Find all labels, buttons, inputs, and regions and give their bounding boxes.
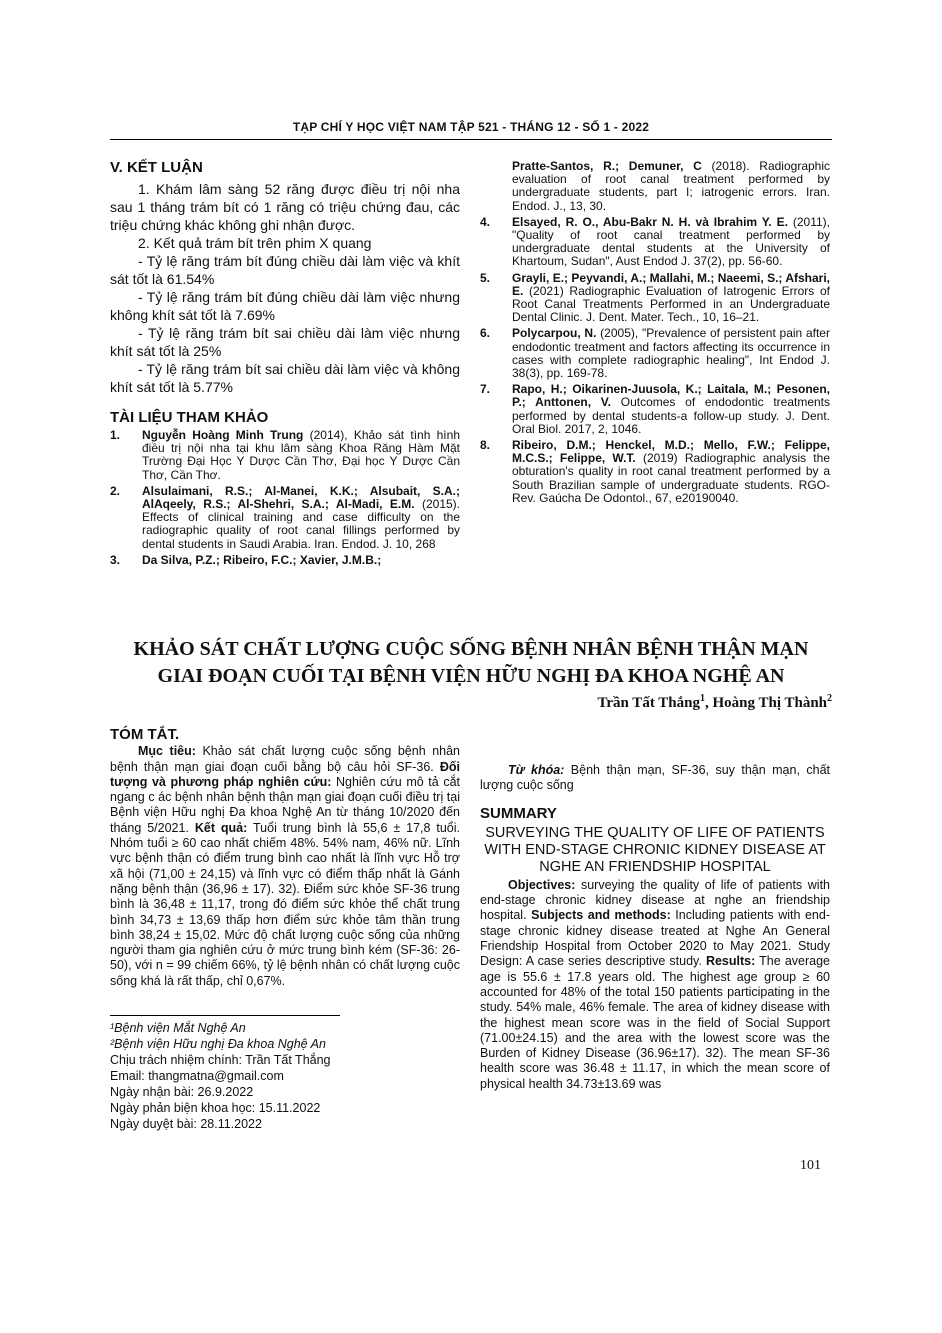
email: Email: thangmatna@gmail.com: [110, 1069, 284, 1083]
author-line: Trần Tất Thắng$^1$, Hoàng Thị Thành$^2$: [597, 693, 832, 711]
reference-item: 6. Polycarpou, N. (2005), "Prevalence of persistent pain after endodontic treatment and factors affecting its occurrence in cases with complete radiographic healing", Int Endod J. 38(3), pp. 169-78.: [480, 326, 830, 381]
conclusion-paragraph: - Tỷ lệ răng trám bít đúng chiều dài làm việc và khít sát tốt là 61.54%: [110, 252, 460, 287]
reference-item: 2. Alsulaimani, R.S.; Al-Manei, K.K.; Alsubait, S.A.; AlAqeely, R.S.; Al-Shehri, S.A.; Al-Madi, E.M. (2015). Effects of clinical training and case difficulty on the radiographic quality of root canal fillings performed by dental students in Saudi Arabia. Iran. Endod. J. 10, 268: [110, 483, 460, 551]
summary-body: Objectives: surveying the quality of life of patients with end-stage chronic kidney disease at nghe an friendship hospital. Subjects and methods: Including patients with end-stage chronic kidney disease treated at Nghe An General Friendship Hospital from October 2020 to May 2021. Study Design: A case series descriptive study. Results: The average age is 55.6 ± 17.8 years old. The highest age group ≥ 60 accounted for 48% of the total 150 patients participating in the study. 54% male, 46% female. The area of kidney disease with the highest mean score was in the field of Social Support (71.00±24.15) and the area with the lowest score was the Burden of Kidney Disease (36.96±17). 32). The mean SF-36 health score was 36.48 ± 11.17, in which the mean score of physical health 34.73±13.69 was: [480, 877, 830, 1091]
affiliation-note: ¹Bệnh viện Mắt Nghệ An: [110, 1021, 246, 1035]
header-rule: [110, 139, 832, 140]
keywords: Từ khóa: Bệnh thận mạn, SF-36, suy thận mạn, chất lượng cuộc sống: [480, 763, 830, 793]
conclusion-paragraph: 2. Kết quả trám bít trên phim X quang: [138, 234, 372, 251]
article-title: KHẢO SÁT CHẤT LƯỢNG CUỘC SỐNG BỆNH NHÂN BỆNH THẬN MẠN GIAI ĐOẠN CUỐI TẠI BỆNH VIỆN HỮU NGHỊ ĐA KHOA NGHỆ AN: [133, 638, 809, 687]
conclusion-paragraph: - Tỷ lệ răng trám bít đúng chiều dài làm việc nhưng không khít sát tốt là 7.69%: [110, 288, 460, 323]
reference-item: 1. Nguyễn Hoàng Minh Trung (2014), Khảo sát tình hình điều trị nội nha tại khu lâm sàng Khoa Răng Hàm Mặt Trường Đại Học Y Dược Cần Thơ, Đại học Y Dược Cần Thơ, Cần Thơ.: [110, 428, 460, 482]
reference-list-continued: [480, 160, 830, 505]
reference-item: 8. Ribeiro, D.M.; Henckel, M.D.; Mello, F.W.; Felippe, M.C.S.; Felippe, W.T. (2019) Radiographic analysis the obturation's quality in root canal treatment performed by a South Brazilian sample of undergraduate students. RGO-Rev. Gaúcha De Odontol., 67, e20190040.: [480, 438, 830, 505]
conclusion-paragraph: - Tỷ lệ răng trám bít sai chiều dài làm việc và không khít sát tốt là 5.77%: [110, 360, 460, 395]
reference-item: 4. Elsayed, R. O., Abu-Bakr N. H. và Ibrahim Y. E. (2011), "Quality of root canal treatment performed by undergraduate dental students at the University of Khartoum, Sudan", Aust Endod J. 37(2), pp. 56-60.: [480, 214, 830, 269]
affiliation-note: ²Bệnh viện Hữu nghị Đa khoa Nghệ An: [110, 1037, 326, 1051]
author-name: Trần Tất Thắng: [597, 695, 700, 711]
top-left-column: [110, 160, 460, 570]
conclusion-heading: V. KẾT LUẬN: [110, 159, 203, 176]
summary-heading: SUMMARY: [480, 804, 557, 822]
footnote-rule: [110, 1015, 340, 1016]
accepted-date: Ngày duyệt bài: 28.11.2022: [110, 1117, 262, 1131]
review-date: Ngày phản biện khoa học: 15.11.2022: [110, 1101, 321, 1115]
abstract-heading: TÓM TẮT.: [110, 726, 180, 743]
footnotes: [110, 1020, 450, 1132]
corresponding-author: Chịu trách nhiệm chính: Trần Tất Thắng: [110, 1053, 331, 1067]
reference-item: 7. Rapo, H.; Oikarinen-Juusola, K.; Laitala, M.; Pesonen, P.; Anttonen, V. Outcomes of endodontic treatments performed by dental students-a follow-up study. J. Dent. Oral Biol. 2017, 2, 1046.: [480, 382, 831, 436]
page-number: 101: [800, 1158, 821, 1173]
reference-item: 5. Grayli, E.; Peyvandi, A.; Mallahi, M.; Naeemi, S.; Afshari, E. (2021) Radiographic Evaluation of Iatrogenic Errors of Root Canal Treatments Performed in an Undergraduate Dental Clinic. J. Dent. Mater. Tech., 10, 16–21.: [480, 270, 830, 325]
conclusion-paragraph: 1. Khám lâm sàng 52 răng được điều trị nội nha sau 1 tháng trám bít có 1 răng có triệu chứng đau, các triệu chứng khác không ghi nhận được.: [110, 180, 460, 233]
conclusion-paragraph: - Tỷ lệ răng trám bít sai chiều dài làm việc nhưng khít sát tốt là 25%: [110, 324, 460, 359]
reference-item-continued: Pratte-Santos, R.; Demuner, C (2018). Radiographic evaluation of root canal treatment performed by undergraduate students, part I; iatrogenic errors. Iran. Endod. J., 13, 30.: [512, 159, 831, 213]
running-header: TẠP CHÍ Y HỌC VIỆT NAM TẬP 521 - THÁNG 12 - SỐ 1 - 2022: [292, 120, 650, 134]
abstract-body: Mục tiêu: Khảo sát chất lượng cuộc sống bệnh nhân bệnh thận mạn giai đoạn cuối bằng bộ câu hỏi SF-36. Đối tượng và phương pháp nghiên cứu: Nghiên cứu mô tả cắt ngang c ác bệnh nhân bệnh thận mạn giai đoạn cuối điều trị tại Bệnh viện Hữu nghị Đa khoa Nghệ An từ tháng 10/2020 đến tháng 5/2021. Kết quả: Tuổi trung bình là 55,6 ± 17,8 tuổi. Nhóm tuổi ≥ 60 cao nhất chiếm 48%. 54% nam, 46% nữ. Lĩnh vực bệnh thận có điểm trung bình cao nhất là lĩnh vực Hỗ trợ xã hội (71,00 ± 24,15) và lĩnh vực có điểm thấp nhất là Gánh nặng bệnh thận (36,96 ± 17). 32). Điểm sức khỏe SF-36 trung bình là 36,48 ± 11,17, trong đó điểm sức khỏe thể chất trung bình 34,73 ± 13,69 thấp hơn điểm sức khỏe tâm thần trung bình 38,24 ± 15,02. Mức độ chất lượng cuộc sống của những người tham gia nghiên cứu ở mức trung bình kém (SF-36: 26-50), với n = 99 chiếm 66%, tỷ lệ bệnh nhân có chất lượng cuộc sống khá là rất thấp, chỉ 0,67%.: [110, 744, 461, 988]
author-name: Hoàng Thị Thành: [712, 695, 827, 711]
top-right-column: [480, 160, 830, 508]
received-date: Ngày nhận bài: 26.9.2022: [110, 1085, 254, 1099]
abstract-right-column: [480, 727, 830, 1092]
summary-title: SURVEYING THE QUALITY OF LIFE OF PATIENTS WITH END-STAGE CHRONIC KIDNEY DISEASE AT NGHE AN FRIENDSHIP HOSPITAL: [484, 824, 826, 875]
abstract-vi: [110, 727, 460, 989]
reference-list: [110, 429, 460, 567]
reference-item: 3. Da Silva, P.Z.; Ribeiro, F.C.; Xavier, J.M.B.;: [110, 553, 382, 567]
references-heading: TÀI LIỆU THAM KHẢO: [110, 408, 269, 426]
